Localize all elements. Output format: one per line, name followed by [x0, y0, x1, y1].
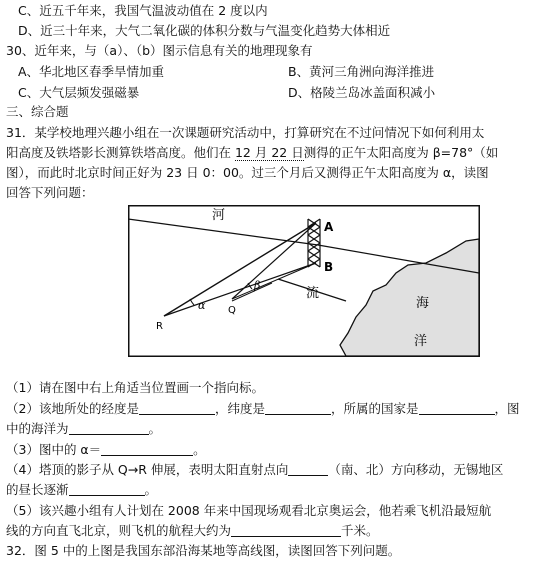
q31-line-2-part-b: 测得的正午太阳高度为 β=78°（如: [303, 145, 499, 160]
sub4-part-b: （南、北）方向移动，无锡地区: [328, 462, 504, 477]
alpha-arc: [190, 299, 194, 305]
sub2-part-c: ，所属的国家是: [330, 401, 419, 416]
sub5-part-b: 线的方向直飞北京，则飞机的航程大约为: [6, 523, 232, 538]
option-d-top: D、近三十年来，大气二氧化碳的体积分数与气温变化趋势大体相近: [18, 23, 391, 38]
q30-option-a: A、华北地区春季旱情加重: [18, 64, 165, 79]
ocean-blank[interactable]: [69, 420, 149, 435]
q31-line-2: [6, 144, 498, 162]
sub3-part-b: 。: [193, 442, 206, 457]
q31-sub-2: [6, 400, 520, 418]
q31-sub-1: （1）请在图中右上角适当位置画一个指向标。: [6, 380, 264, 395]
q31-sub-3: [6, 441, 206, 459]
sub3-part-a: （3）图中的 α＝: [6, 442, 102, 457]
option-c-top: C、近五千年来，我国气温波动值在 2 度以内: [18, 3, 268, 18]
label-sea: 海: [416, 296, 430, 311]
daylength-blank[interactable]: [69, 481, 145, 496]
direction-blank[interactable]: [288, 461, 328, 476]
tower-shadow-figure: [128, 205, 480, 357]
distance-blank[interactable]: [231, 522, 341, 537]
sub2-part-e: 中的海洋为: [6, 421, 69, 436]
q31-line-2-part-a: 阳高度及铁塔影长测算铁塔高度。他们在: [6, 145, 235, 160]
question-30-stem: 30、近年来，与（a）、（b）图示信息有关的地理现象有: [6, 43, 313, 58]
latitude-blank[interactable]: [265, 400, 331, 415]
ground-line-r: [164, 263, 316, 316]
label-beta: β: [254, 279, 261, 292]
ground-line-q: [232, 263, 316, 299]
longitude-blank[interactable]: [139, 400, 215, 415]
q31-sub-4: [6, 461, 503, 479]
section-heading: 三、综合题: [6, 104, 69, 119]
sub5-part-c: 千米。: [341, 523, 379, 538]
sun-ray-alpha: [164, 223, 316, 316]
label-A: A: [324, 220, 334, 234]
tower: [308, 219, 320, 267]
q30-option-d: D、格陵兰岛冰盖面积减小: [288, 85, 436, 100]
q31-line-4: 回答下列问题：: [6, 185, 94, 200]
label-river: 河: [212, 208, 226, 223]
label-ocean: 洋: [414, 334, 428, 349]
q31-sub-2-cont: [6, 420, 161, 438]
label-alpha: α: [198, 299, 206, 312]
label-B: B: [324, 260, 334, 274]
label-flow: 流: [306, 286, 320, 301]
country-blank[interactable]: [419, 400, 495, 415]
q30-option-c: C、大气层频发强磁暴: [18, 85, 140, 100]
alpha-blank[interactable]: [101, 441, 193, 456]
sub4-part-c: 的昼长逐渐: [6, 482, 69, 497]
question-32-stem: 32．图 5 中的上图是我国东部沿海某地等高线图，读图回答下列问题。: [6, 543, 401, 558]
sub4-part-d: 。: [144, 482, 158, 497]
q30-option-b: B、黄河三角洲向海洋推进: [288, 64, 435, 79]
q31-sub-5-cont: [6, 522, 379, 540]
q31-line-1: 31．某学校地理兴趣小组在一次课题研究活动中，打算研究在不过问情况下如何利用太: [6, 125, 485, 140]
q31-sub-4-cont: [6, 481, 157, 499]
sub2-part-a: （2）该地所处的经度是: [6, 401, 139, 416]
sub2-part-b: ，纬度是: [214, 401, 265, 416]
sub2-part-f: 。: [148, 421, 162, 436]
sub2-part-d: ，图: [494, 401, 520, 416]
label-R: R: [156, 321, 163, 332]
q31-line-3: 图），而此时北京时间正好为 23 日 0：00。过三个月后又测得正午太阳高度为 α，读图: [6, 165, 489, 180]
q31-date: 12 月 22 日: [234, 145, 304, 160]
q31-sub-5: （5）该兴趣小组有人计划在 2008 年来中国现场观看北京奥运会，他若乘飞机沿最短航: [6, 503, 492, 518]
sea-land-region: [340, 239, 479, 356]
label-Q: Q: [228, 305, 236, 316]
sub4-part-a: （4）塔顶的影子从 Q→R 伸展，表明太阳直射点向: [6, 462, 289, 477]
